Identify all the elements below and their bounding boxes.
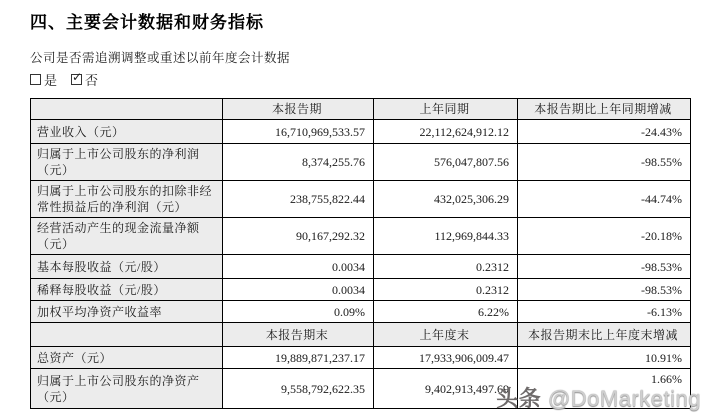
row-change-value: -6.13%	[518, 301, 691, 323]
checkbox-unchecked-icon	[30, 74, 41, 85]
row-prior-value: 112,969,844.33	[374, 218, 518, 255]
row-current-value: 16,710,969,533.57	[223, 120, 374, 144]
row-label: 加权平均净资产收益率	[31, 301, 223, 323]
table-row	[31, 301, 691, 323]
header-blank	[31, 99, 223, 120]
header-blank	[31, 323, 223, 347]
table-row	[31, 144, 691, 181]
row-change-value: -44.74%	[518, 181, 691, 218]
row-change-value: -98.53%	[518, 279, 691, 301]
table-row	[31, 181, 691, 218]
row-label: 归属于上市公司股东的净资产（元）	[31, 369, 223, 409]
table-row	[31, 279, 691, 301]
row-label: 稀释每股收益（元/股）	[31, 279, 223, 301]
row-current-value: 90,167,292.32	[223, 218, 374, 255]
header-prior-year-end: 上年度末	[374, 323, 518, 347]
watermark-handle: @DoMarketing	[547, 386, 701, 411]
table-row	[31, 218, 691, 255]
header-current-period: 本报告期	[223, 99, 374, 120]
table-row	[31, 347, 691, 369]
row-prior-value: 9,402,913,497.69	[374, 369, 518, 409]
row-prior-value: 576,047,807.56	[374, 144, 518, 181]
table-row	[31, 369, 691, 409]
row-change-value: -20.18%	[518, 218, 691, 255]
row-change-value: -98.53%	[518, 255, 691, 279]
row-current-value: 238,755,822.44	[223, 181, 374, 218]
checkbox-checked-icon	[71, 70, 83, 85]
financial-indicators-table	[30, 98, 691, 409]
row-current-value: 9,558,792,622.35	[223, 369, 374, 409]
row-current-value: 19,889,871,237.17	[223, 347, 374, 369]
table-header-period-end	[31, 323, 691, 347]
table-row	[31, 120, 691, 144]
option-yes-label: 是	[44, 73, 58, 88]
row-prior-value: 0.2312	[374, 255, 518, 279]
row-label: 经营活动产生的现金流量净额（元）	[31, 218, 223, 255]
row-current-value: 8,374,255.76	[223, 144, 374, 181]
row-change-value: -24.43%	[518, 120, 691, 144]
row-current-value: 0.0034	[223, 279, 374, 301]
header-current-period-end: 本报告期末	[223, 323, 374, 347]
row-prior-value: 6.22%	[374, 301, 518, 323]
option-yes	[30, 70, 57, 89]
row-label: 基本每股收益（元/股）	[31, 255, 223, 279]
row-change-value: -98.55%	[518, 144, 691, 181]
row-change-value: 1.66%	[518, 369, 691, 409]
header-prior-period: 上年同期	[374, 99, 518, 120]
row-prior-value: 432,025,306.29	[374, 181, 518, 218]
header-period-end-change: 本报告期末比上年度末增减	[518, 323, 691, 347]
row-prior-value: 0.2312	[374, 279, 518, 301]
option-no	[71, 70, 98, 89]
section-title: 四、主要会计数据和财务指标	[30, 13, 264, 32]
row-label: 归属于上市公司股东的净利润（元）	[31, 144, 223, 181]
header-period-change: 本报告期比上年同期增减	[518, 99, 691, 120]
table-header-period	[31, 99, 691, 120]
row-label: 归属于上市公司股东的扣除非经常性损益后的净利润（元）	[31, 181, 223, 218]
row-label: 营业收入（元）	[31, 120, 223, 144]
option-no-label: 否	[85, 73, 99, 88]
row-change-value: 10.91%	[518, 347, 691, 369]
table-row	[31, 255, 691, 279]
restatement-options	[30, 70, 98, 89]
row-prior-value: 22,112,624,912.12	[374, 120, 518, 144]
row-current-value: 0.0034	[223, 255, 374, 279]
row-prior-value: 17,933,906,009.47	[374, 347, 518, 369]
row-label: 总资产（元）	[31, 347, 223, 369]
row-current-value: 0.09%	[223, 301, 374, 323]
check-icon: ✓	[72, 70, 83, 84]
toutiao-logo-text: 头条	[496, 386, 542, 411]
restatement-question: 公司是否需追溯调整或重述以前年度会计数据	[30, 51, 291, 65]
